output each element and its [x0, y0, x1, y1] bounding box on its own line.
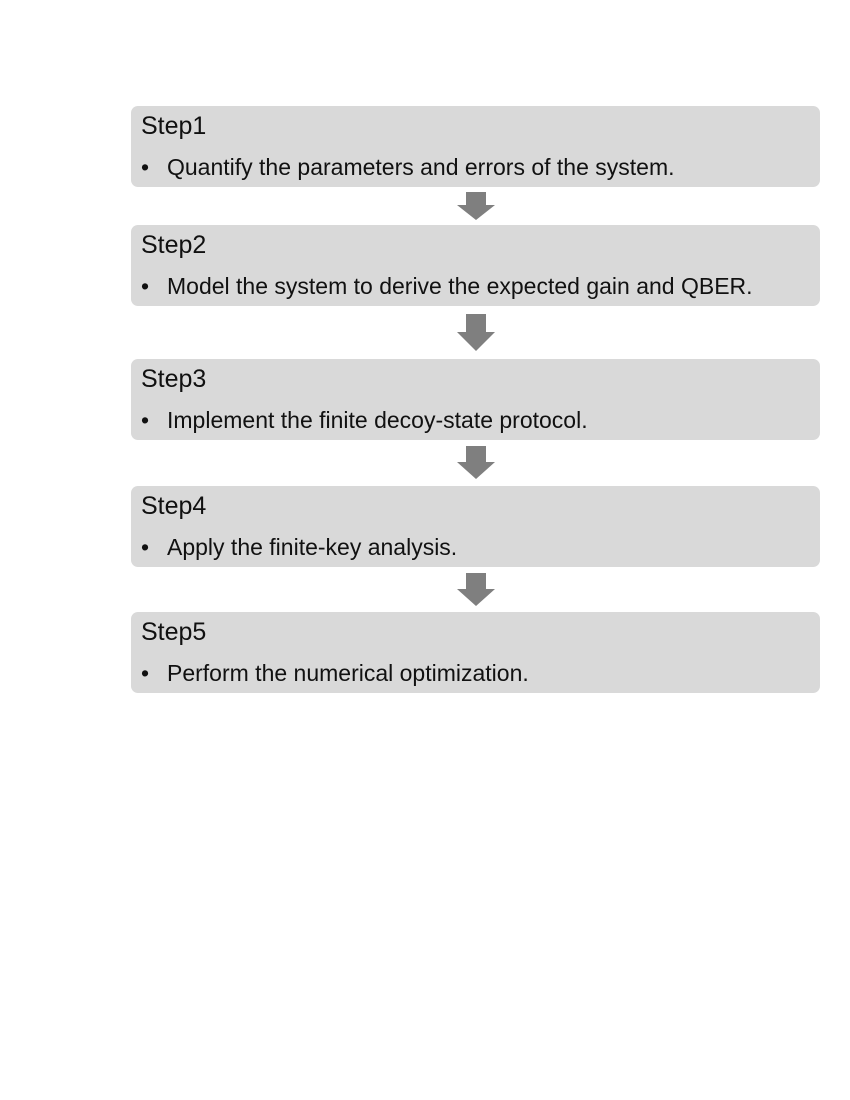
step-bullet-3	[141, 406, 588, 434]
step-bullet-5	[141, 659, 529, 687]
step-text-1: Quantify the parameters and errors of the system.	[167, 154, 675, 180]
down-arrow-icon	[457, 446, 495, 479]
step-text-4: Apply the finite-key analysis.	[167, 534, 458, 560]
bullet-icon: •	[141, 660, 150, 686]
step-bullet-1	[141, 153, 675, 181]
bullet-icon: •	[141, 407, 150, 433]
step-bullet-4	[141, 533, 457, 561]
step-title-5: Step5	[141, 618, 207, 646]
step-title-3: Step3	[141, 365, 207, 393]
bullet-icon: •	[141, 154, 150, 180]
step-title-1: Step1	[141, 112, 207, 140]
step-box-5	[131, 612, 820, 693]
down-arrow-icon	[457, 314, 495, 351]
down-arrow-icon	[457, 192, 495, 220]
step-box-3	[131, 359, 820, 440]
step-title-2: Step2	[141, 231, 207, 259]
step-box-2	[131, 225, 820, 306]
step-bullet-2	[141, 272, 753, 300]
step-box-1	[131, 106, 820, 187]
step-box-4	[131, 486, 820, 567]
bullet-icon: •	[141, 534, 150, 560]
step-text-3: Implement the finite decoy-state protocol.	[167, 407, 588, 433]
down-arrow-icon	[457, 573, 495, 606]
step-text-2: Model the system to derive the expected gain and QBER.	[167, 273, 753, 299]
step-title-4: Step4	[141, 492, 207, 520]
step-text-5: Perform the numerical optimization.	[167, 660, 529, 686]
bullet-icon: •	[141, 273, 150, 299]
